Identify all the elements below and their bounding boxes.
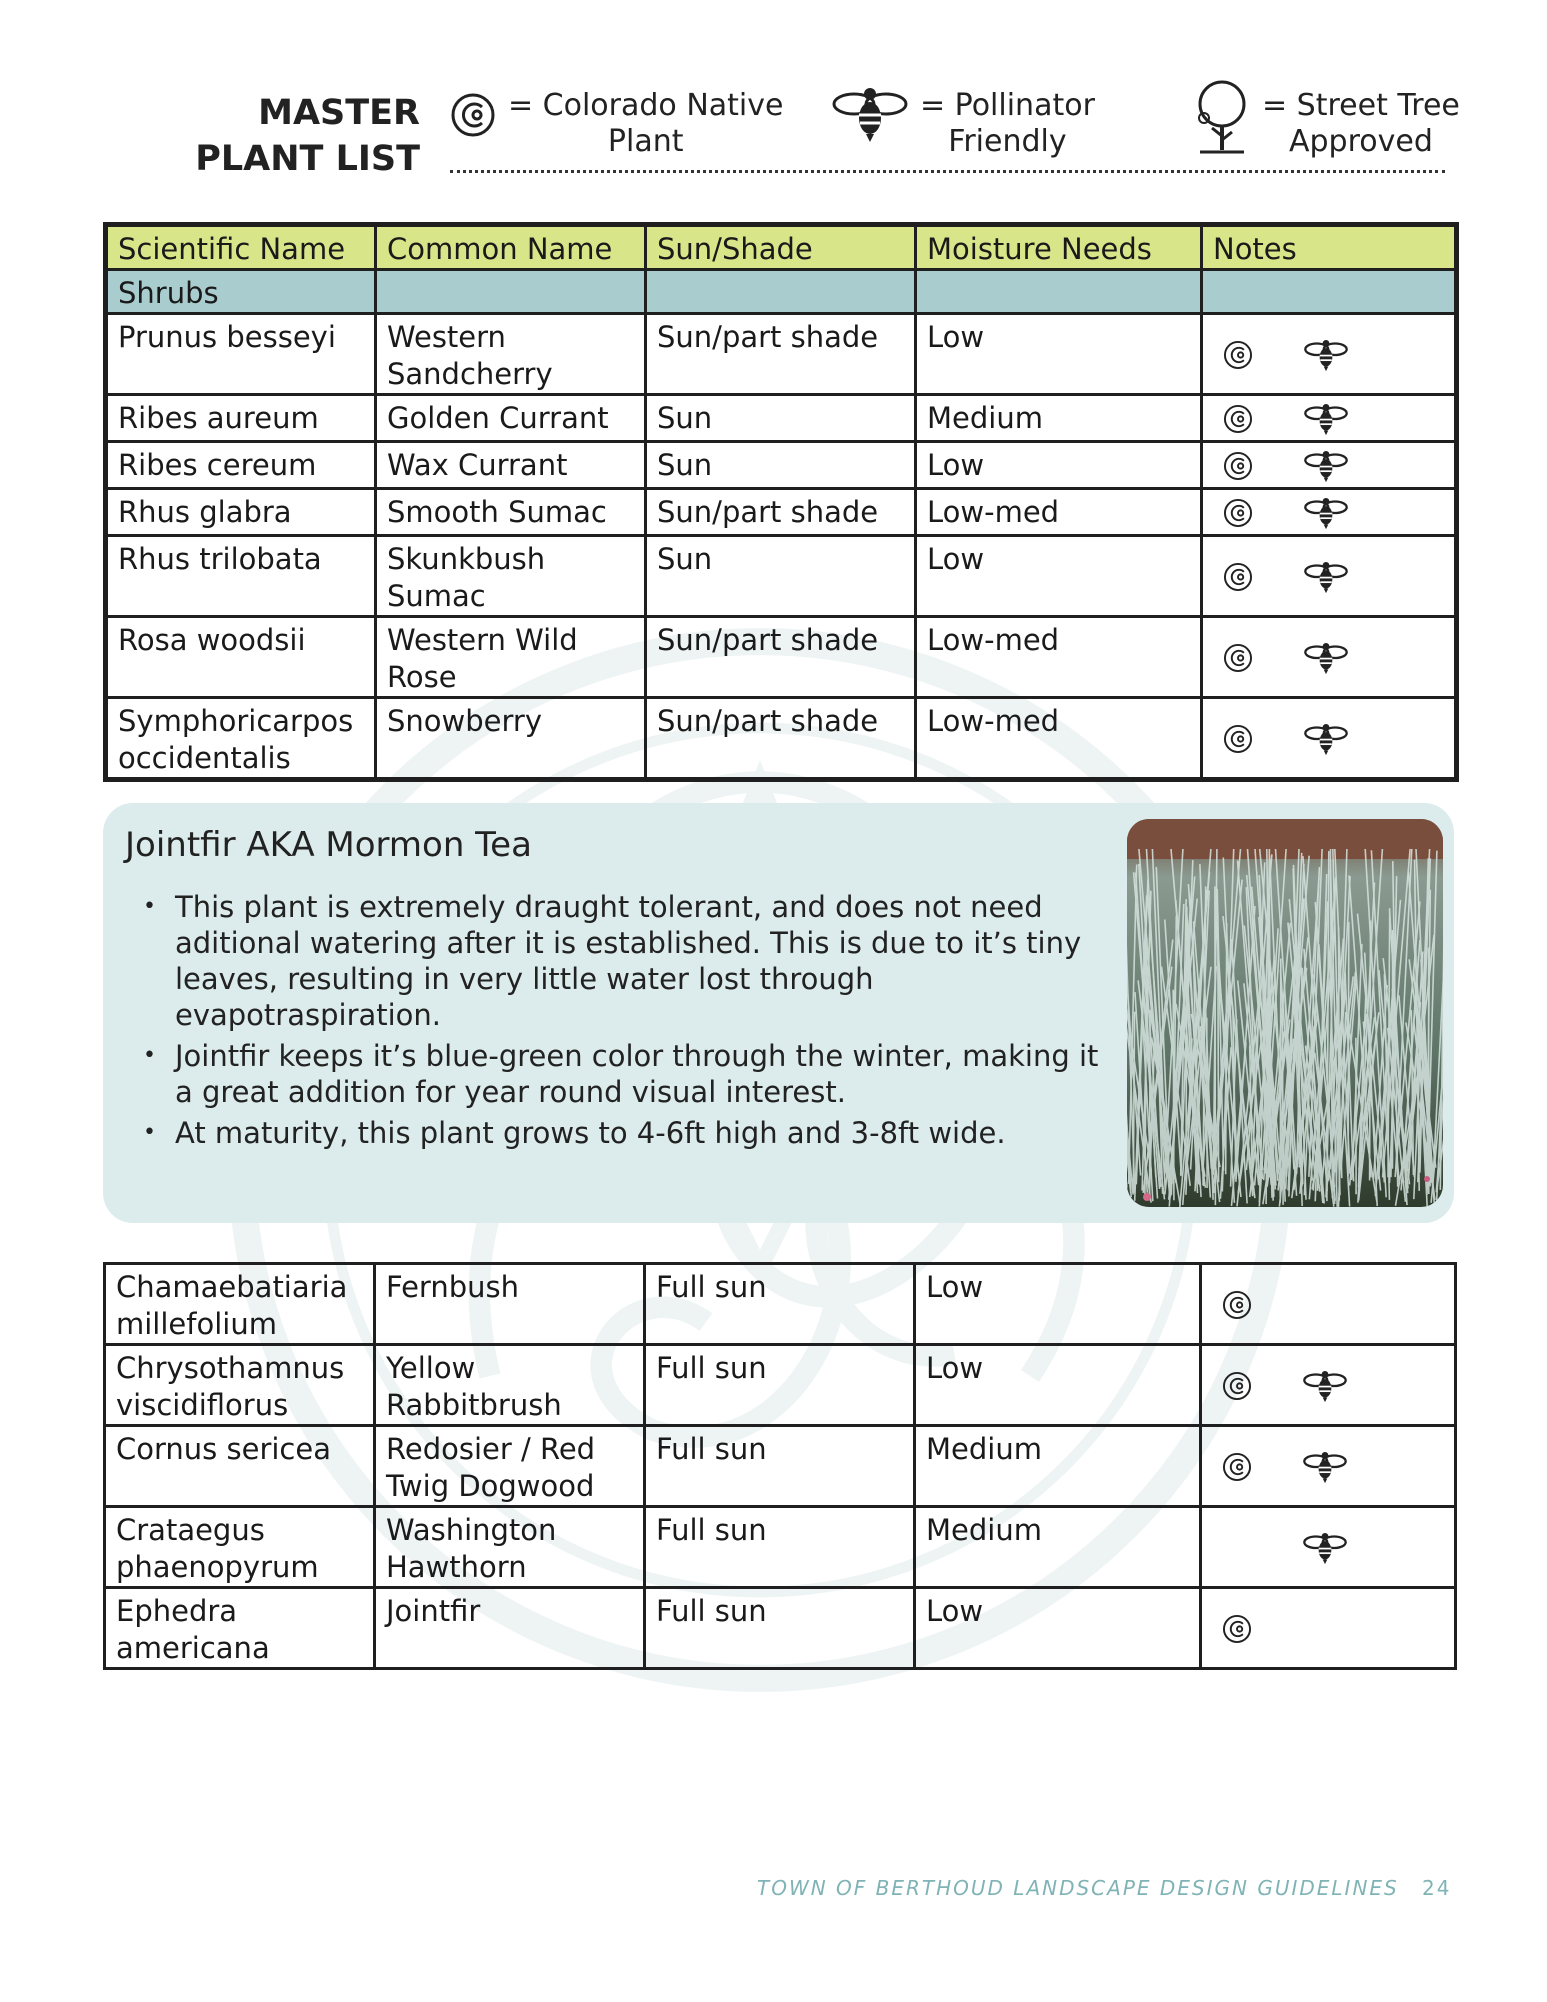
sun-shade-cell: Sun <box>646 395 916 442</box>
notes-cell <box>1201 1426 1456 1507</box>
footer-guidelines: TOWN OF BERTHOUD LANDSCAPE DESIGN GUIDELINES <box>757 1876 1399 1900</box>
notes-cell <box>1202 617 1457 698</box>
common-name-cell: Fernbush <box>375 1264 645 1345</box>
bee-icon <box>830 82 910 146</box>
column-header: Scientific Name <box>106 225 376 270</box>
legend-native-line-2: Plant <box>607 124 684 159</box>
legend-pollinator <box>830 88 1095 168</box>
sun-shade-cell: Sun/part shade <box>646 314 916 395</box>
common-name-cell: Western Sandcherry <box>376 314 646 395</box>
title-line-2: PLANT LIST <box>195 139 420 179</box>
category-row <box>106 270 1457 314</box>
moisture-cell: Low-med <box>916 698 1202 780</box>
common-name-cell: Western Wild Rose <box>376 617 646 698</box>
bee-icon <box>1303 720 1349 767</box>
sun-shade-cell: Full sun <box>645 1588 915 1669</box>
table-row <box>105 1264 1456 1345</box>
title-line-1: MASTER <box>258 93 420 133</box>
sun-shade-cell: Sun/part shade <box>646 698 916 780</box>
common-name-cell: Yellow Rabbitbrush <box>375 1345 645 1426</box>
plant-table-shrubs <box>103 222 1459 782</box>
column-header: Notes <box>1202 225 1457 270</box>
notes-cell <box>1202 536 1457 617</box>
sun-shade-cell: Sun <box>646 442 916 489</box>
table-row <box>106 489 1457 536</box>
table-row <box>106 536 1457 617</box>
notes-cell <box>1201 1588 1456 1669</box>
sun-shade-cell: Sun/part shade <box>646 617 916 698</box>
scientific-name-cell: Cornus sericea <box>105 1426 375 1507</box>
moisture-cell: Medium <box>915 1426 1201 1507</box>
legend-pollinator-line-2: Friendly <box>948 124 1067 159</box>
plant-table-continued <box>103 1262 1457 1670</box>
bee-icon <box>1303 447 1349 494</box>
bee-icon <box>1302 1529 1348 1576</box>
bee-icon <box>1303 336 1349 383</box>
sun-shade-cell: Full sun <box>645 1345 915 1426</box>
moisture-cell: Low <box>916 442 1202 489</box>
bee-icon <box>1303 494 1349 541</box>
street-tree-icon <box>1190 78 1254 158</box>
header-divider <box>450 170 1445 173</box>
bee-icon <box>1303 558 1349 605</box>
scientific-name-cell: Symphoricarpos occidentalis <box>106 698 376 780</box>
category-label: Shrubs <box>106 270 376 314</box>
sun-shade-cell: Full sun <box>645 1507 915 1588</box>
table-row <box>105 1588 1456 1669</box>
sun-shade-cell: Sun <box>646 536 916 617</box>
bee-icon <box>1303 400 1349 447</box>
scientific-name-cell: Ephedra americana <box>105 1588 375 1669</box>
table-row <box>105 1345 1456 1426</box>
table-row <box>105 1507 1456 1588</box>
panel-bullet: • At maturity, this plant grows to 4-6ft high and 3-8ft wide. <box>143 1115 1123 1151</box>
scientific-name-cell: Rhus trilobata <box>106 536 376 617</box>
sun-shade-cell: Sun/part shade <box>646 489 916 536</box>
colorado-native-icon <box>1222 1614 1252 1653</box>
sun-shade-cell: Full sun <box>645 1426 915 1507</box>
moisture-cell: Low-med <box>916 489 1202 536</box>
notes-cell <box>1201 1345 1456 1426</box>
table-row <box>106 442 1457 489</box>
notes-cell <box>1202 395 1457 442</box>
legend-pollinator-line-1: = Pollinator <box>920 88 1095 123</box>
notes-cell <box>1202 698 1457 780</box>
legend-colorado-native <box>450 88 783 168</box>
common-name-cell: Skunkbush Sumac <box>376 536 646 617</box>
panel-title: Jointfir AKA Mormon Tea <box>125 825 532 865</box>
column-header: Common Name <box>376 225 646 270</box>
notes-cell <box>1202 442 1457 489</box>
common-name-cell: Snowberry <box>376 698 646 780</box>
legend-tree-line-2: Approved <box>1288 124 1433 159</box>
moisture-cell: Low <box>916 314 1202 395</box>
bee-icon <box>1302 1367 1348 1414</box>
colorado-native-icon <box>1222 1452 1252 1491</box>
panel-bullet-list <box>143 889 1123 1156</box>
common-name-cell: Jointfir <box>375 1588 645 1669</box>
colorado-native-icon <box>1223 643 1253 682</box>
colorado-native-icon <box>1223 498 1253 537</box>
bee-icon <box>1302 1448 1348 1495</box>
colorado-native-icon <box>1223 340 1253 379</box>
scientific-name-cell: Rosa woodsii <box>106 617 376 698</box>
moisture-cell: Low <box>915 1588 1201 1669</box>
column-header: Moisture Needs <box>916 225 1202 270</box>
page-number: 24 <box>1422 1876 1452 1900</box>
page-title <box>150 90 420 182</box>
common-name-cell: Smooth Sumac <box>376 489 646 536</box>
moisture-cell: Medium <box>916 395 1202 442</box>
colorado-native-icon <box>1223 562 1253 601</box>
scientific-name-cell: Rhus glabra <box>106 489 376 536</box>
scientific-name-cell: Chrysothamnus viscidiflorus <box>105 1345 375 1426</box>
table-row <box>106 314 1457 395</box>
scientific-name-cell: Ribes aureum <box>106 395 376 442</box>
notes-cell <box>1202 489 1457 536</box>
table-row <box>105 1426 1456 1507</box>
scientific-name-cell: Crataegus phaenopyrum <box>105 1507 375 1588</box>
legend-native-line-1: = Colorado Native <box>508 88 784 123</box>
table-row <box>106 395 1457 442</box>
notes-cell <box>1202 314 1457 395</box>
colorado-native-icon <box>1223 724 1253 763</box>
table-header-row <box>106 225 1457 270</box>
jointfir-info-panel <box>103 803 1454 1223</box>
moisture-cell: Low-med <box>916 617 1202 698</box>
bee-icon <box>1303 639 1349 686</box>
colorado-native-icon <box>1222 1371 1252 1410</box>
panel-bullet: • This plant is extremely draught tolerant, and does not need aditional watering after it is established. This is due to it’s tiny leaves, resulting in very little water lost through evapotraspiration. <box>143 889 1123 1033</box>
scientific-name-cell: Prunus besseyi <box>106 314 376 395</box>
common-name-cell: Redosier / Red Twig Dogwood <box>375 1426 645 1507</box>
table-row <box>106 698 1457 780</box>
colorado-native-icon <box>450 92 496 138</box>
colorado-native-icon <box>1223 451 1253 490</box>
common-name-cell: Wax Currant <box>376 442 646 489</box>
sun-shade-cell: Full sun <box>645 1264 915 1345</box>
moisture-cell: Low <box>915 1264 1201 1345</box>
table-row <box>106 617 1457 698</box>
moisture-cell: Medium <box>915 1507 1201 1588</box>
scientific-name-cell: Ribes cereum <box>106 442 376 489</box>
colorado-native-icon <box>1222 1290 1252 1329</box>
legend-street-tree <box>1190 88 1460 168</box>
notes-cell <box>1201 1507 1456 1588</box>
moisture-cell: Low <box>915 1345 1201 1426</box>
jointfir-photo <box>1127 819 1443 1207</box>
notes-cell <box>1201 1264 1456 1345</box>
common-name-cell: Golden Currant <box>376 395 646 442</box>
legend-tree-line-1: = Street Tree <box>1262 88 1460 123</box>
scientific-name-cell: Chamaebatiaria millefolium <box>105 1264 375 1345</box>
colorado-native-icon <box>1223 404 1253 443</box>
column-header: Sun/Shade <box>646 225 916 270</box>
panel-bullet: • Jointfir keeps it’s blue-green color through the winter, making it a great addition for year round visual interest. <box>143 1038 1123 1110</box>
common-name-cell: Washington Hawthorn <box>375 1507 645 1588</box>
moisture-cell: Low <box>916 536 1202 617</box>
